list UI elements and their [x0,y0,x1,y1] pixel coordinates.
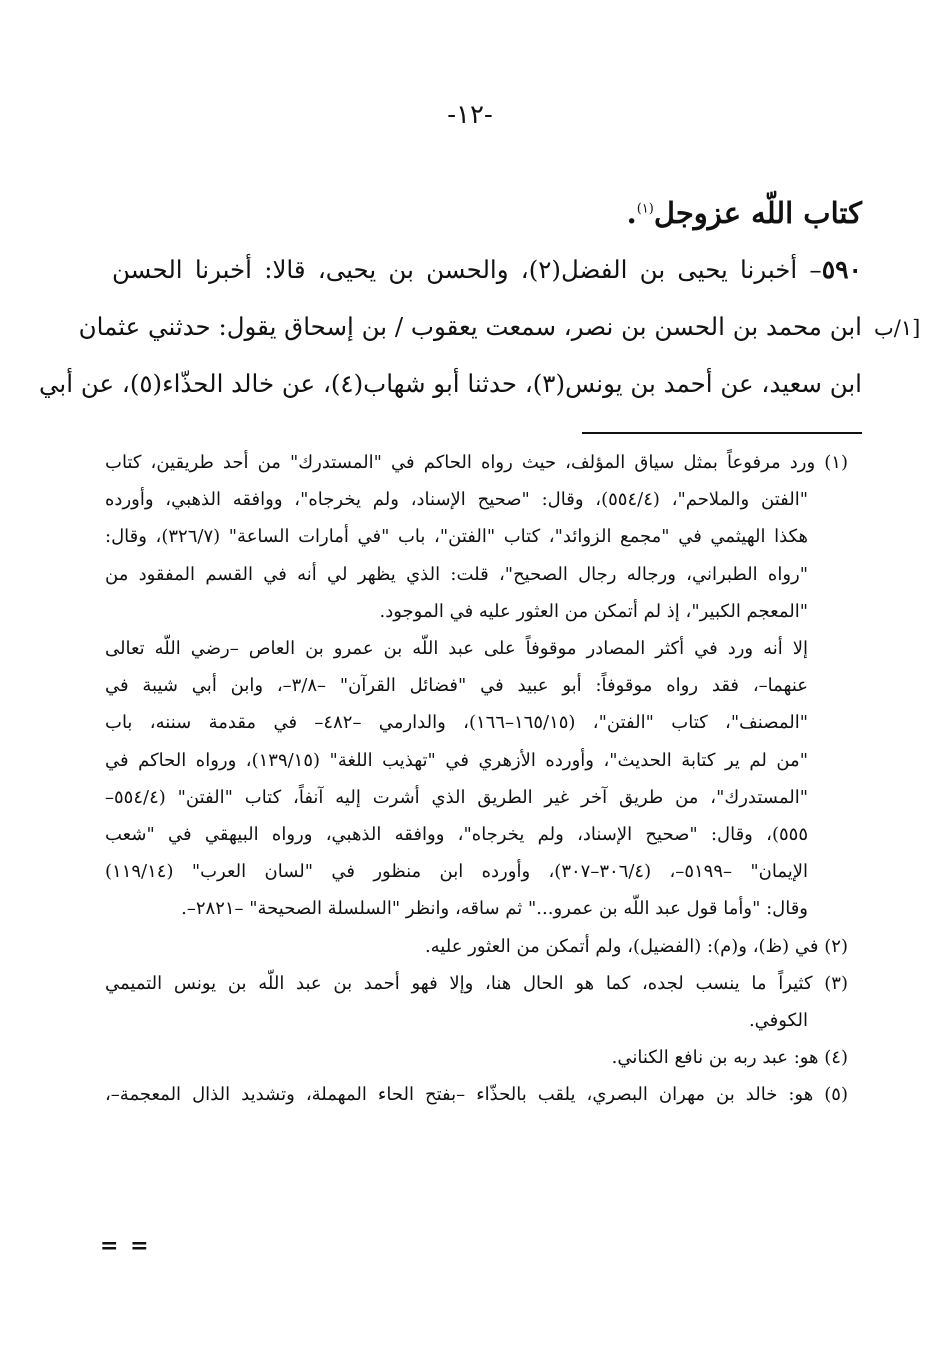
chapter-title-text: كتاب اللّه عزوجل [653,196,862,230]
hadith-line-1 [112,241,862,298]
footnote-line: وقال: "وأما قول عبد اللّه بن عمرو..." ثم ساقه، وانظر "السلسلة الصحيحة" –٢٨٢١–. [181,898,808,920]
footnote-line: (١) ورد مرفوعاً بمثل سياق المؤلف، حيث رواه الحاكم في "المستدرك" من أحد طريقين، كتاب [105,452,848,473]
footnote-line: "رواه الطبراني، ورجاله رجال الصحيح"، قلت: الذي يظهر لي أنه في القسم المفقود من [105,563,808,585]
hadith-line-2: ابن محمد بن الحسن بن نصر، سمعت يعقوب / بن إسحاق يقول: حدثني عثمان [78,312,862,341]
chapter-title-end: . [626,196,637,230]
main-text [39,185,862,412]
footnotes [105,444,848,1114]
footnote-line: ٥٥٥)، وقال: "صحيح الإسناد، ولم يخرجاه"، ووافقه الذهبي، ورواه البيهقي في "شعب [105,824,808,846]
footnote-line: هكذا الهيثمي في "مجمع الزوائد"، كتاب "الفتن"، باب "في أمارات الساعة" (٣٢٦/٧)، وقال: [105,526,808,548]
footnote-line: إلا أنه ورد في أكثر المصادر موقوفاً على عبد اللّه بن عمرو بن العاص –رضي اللّه تعالى [105,638,808,660]
hadith-line-3: ابن سعيد، عن أحمد بن يونس(٣)، حدثنا أبو شهاب(٤)، عن خالد الحذّاء(٥)، عن أبي [39,369,862,398]
manuscript-folio-marker: ١/ب] [874,316,921,340]
footnote-separator [582,432,862,434]
footnote-line: الكوفي. [748,1010,808,1032]
footnote-line: الإيمان" –٥١٩٩–، (٣٠٦/٤–٣٠٧)، وأورده ابن منظور في "لسان العرب" (١١٩/١٤) [105,861,809,883]
footnote-line: "الفتن والملاحم"، (٥٥٤/٤)، وقال: "صحيح الإسناد، ولم يخرجاه"، ووافقه الذهبي، وأورده [105,489,809,511]
footnote-line: (٢) في (ظ)، و(م): (الفضيل)، ولم أتمكن من العثور عليه. [424,935,848,957]
footnote-line: (٥) هو: خالد بن مهران البصري، يلقب بالحذّاء –بفتح الحاء المهملة، وتشديد الذال المعجمة–، [105,1084,848,1106]
footnote-line: (٣) كثيراً ما ينسب لجده، كما هو الحال هنا، وإلا فهو أحمد بن عبد اللّه بن يونس التميمي [105,972,848,994]
footnote-line: عنهما–، فقد رواه موقوفاً: أبو عبيد في "فضائل القرآن" –٣/٨–، وابن أبي شيبة في [105,675,808,697]
footnote-line: "المستدرك"، من طريق آخر غير الطريق الذي أشرت إليه آنفاً، كتاب "الفتن" (٥٥٤/٤– [105,786,808,808]
footnote-line: "المصنف"، كتاب "الفتن"، (١٦٥/١٥–١٦٦)، والدارمي –٤٨٢– في مقدمة سننه، باب [105,712,808,734]
page-number: -١٢- [447,100,493,130]
footnote-line: (٤) هو: عبد ربه بن نافع الكناني. [611,1047,848,1069]
chapter-title [112,185,862,241]
continuation-mark: = = [100,1233,151,1259]
footnote-line: "من لم ير كتابة الحديث"، وأورده الأزهري في "تهذيب اللغة" (١٣٩/١٥)، ورواه الحاكم في [105,749,808,771]
hadith-number: ٥٩٠ [821,255,862,284]
footnote-line: "المعجم الكبير"، إذ لم أتمكن من العثور عليه في الموجود. [379,600,808,622]
chapter-title-footnote-ref: (١) [636,201,654,217]
hadith-line-1-text: – أخبرنا يحيى بن الفضل(٢)، والحسن بن يحيى، قالا: أخبرنا الحسن [112,255,822,284]
